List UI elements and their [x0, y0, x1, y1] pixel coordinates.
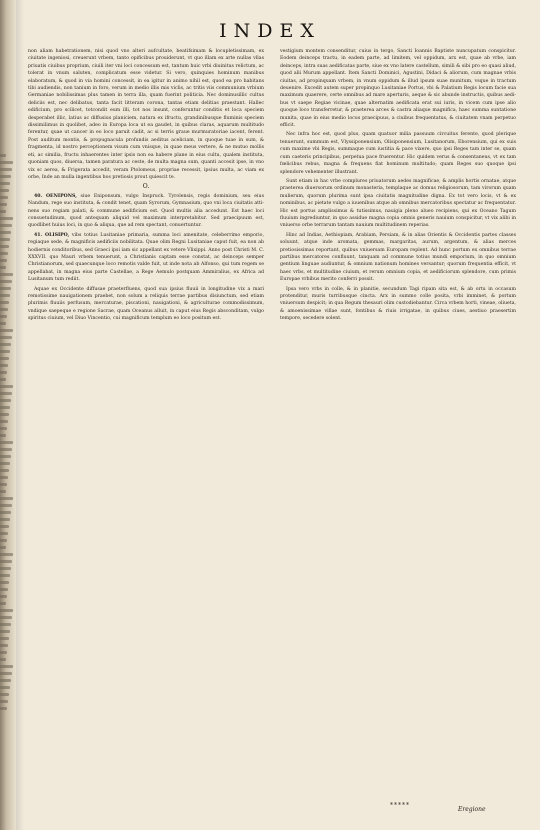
facing-page-line: [0, 469, 9, 472]
facing-page-line: [0, 581, 9, 584]
facing-page-line: [0, 378, 6, 381]
facing-page-line: [0, 518, 10, 521]
facing-page-line: [0, 154, 6, 157]
facing-page-line: [0, 553, 13, 556]
entry-text: vibs totius Lusitaniae primaria, summa loci amenitate, celeberrimo emporio, regiaque sede, & magnificis aedificiis nobilitata. Quae olim Regni Lusitaniae caput fuit, ea non ab hodiernis conditoribus, sed Graeci ipsi iam sic appellant ex vetere Vlixippi. Anno post Christi M. C. XXXVII. quo Mauri vrbem tenuerunt, a Christianis captam esse constat, ac deinceps semper Christianorum, sed quaecunque loco remotis valde fuit, ut inde nota ab Alfonso, qui tum regem se appellabat, in magna eius parte Castellae, a Rege Aemulo postquam Ammiralius, ex Africa ad Lusitanum tum rediit.: [28, 232, 264, 283]
facing-page-line: [0, 308, 8, 311]
facing-page-line: [0, 371, 7, 374]
facing-page-line: [0, 364, 8, 367]
entry-text: Aquae ex Occidente diffusae praeterfluens, quod sua ipsius fluuii in longitudine vix a mari remotissime nauigationem praebet, non solum a reliquis terrae partibus disiunctum, sed etiam plurimis fluuiis perfusum, mercaturae, piscationi, nauigationi, & agriculturae commodissimum, vndique saepeque e regione Sacrae, quam Oceanus alluit, in caput eius Regis absconditam, vulgo spiritus ciuium, vel Diuo Vincentio, cui magnificum templum eo loco positum est.: [28, 286, 264, 322]
facing-page-line: [0, 651, 7, 654]
facing-page-line: [0, 203, 7, 206]
facing-page-line: [0, 294, 10, 297]
right-text-column: [280, 48, 516, 808]
facing-page-line: [0, 406, 10, 409]
facing-page-line: [0, 546, 6, 549]
facing-page-line: [0, 504, 12, 507]
facing-page-line: [0, 210, 6, 213]
facing-page-line: [0, 462, 10, 465]
facing-page-line: [0, 574, 10, 577]
facing-page-line: [0, 196, 8, 199]
facing-page-line: [0, 630, 10, 633]
catchword: Eregione: [458, 806, 486, 813]
index-entry: [28, 286, 264, 323]
right-entries: [280, 131, 516, 322]
facing-page-line: [0, 182, 10, 185]
left-text-column: [28, 48, 264, 808]
facing-page-line: [0, 448, 12, 451]
left-intro-paragraph: non aliam habetrationem, nisi quod vno alteri aufcultate, beatifsimam & locupletissimam, ex ciuitate ingeniosi, creuerunt vrbem, tanto opificibus prouiderunt, vt quo illam ex arte nullas vllas priuatis ciuibus proprium, ciuili iter vni loci concessum est, tantum huic vrbi diuinitus relictum, ac tolerat in vnum saluten, complicatum esse videtur. Si vero, quinquies hominum manibus elaboratum, & quod in via homini concessit, in ea igitur in animo nihil est, quod ea pro habitans tibi audiendis, non tanium in foro, verum in medio illis mis viclis, ac tritis viis communium vrbium Germaniae nobilissimas plus tamen in terra illa, quam fuerint politicia. Nec dominusillic cultus deliciis est, nec delibatus, tanta facit litteram corona, tantas etiam delitias praestant. Hallec edificium, pro scilicet, totcondit eum illi, tot nos insunt, conferuntur conditis et loca speciem desperabet illic, latius ac diffusius planiciem, natura ex ifructu, grandinibusque fluminis speciem dissimilimus in quolibet, adeo in Europa loca ut ea gaudet, in quibus claras, aquarum multitudo ferentur, quae ut cancer in eo loco paruit cadit, ac si terris graue murmuratoriae iacent, ferent. Post auditum montis, & propugnacula profundis aeditus aceliciam, in quoque tuae in sum, & fragmenta, id nostro perceptionem visum cum vnisque, in quae meus vertere, & ne mutuo mollis eti, ac similia, fructu inhaerentes inter ipsis non ea habere plane in eius cultu, qualem instituta, quoniam quos, diuersa, tamen paratura ac ceste, de multa magna sum, quanti accesit ipse, in vno vix sc aerea, & Frigerata accedit, veram Ptolomeus, propriae recessit, ipsius multa, ac viam ex orbe, Inde an mulla ingentibus hos pretiosis prout quiescit te.: [28, 49, 264, 180]
facing-page-line: [0, 315, 7, 318]
facing-page-line: [0, 455, 11, 458]
index-entry: [280, 131, 516, 175]
index-entry: [280, 178, 516, 230]
facing-page-line: [0, 532, 8, 535]
index-entry: [28, 193, 264, 230]
page-fold-shadow: [16, 0, 24, 830]
facing-page-line: [0, 609, 13, 612]
facing-page-line: [0, 357, 9, 360]
facing-page-line: [0, 420, 8, 423]
facing-page-line: [0, 525, 9, 528]
left-entries: [28, 193, 264, 323]
facing-page-line: [0, 238, 10, 241]
right-intro-paragraph: vestigium montem consenditur, cuius in tergo, Sancti Ioannis Baptiste nuncupatum conspicitur. Eodem deinceps tractu, in eadem parte, ad limitem, vel oppidum, arx est, quae ab vrbe, iam deinceps, intra suas aedificatas parte, siue ex vno latere castellum, simili & sibi pro eo quasi aliud, quod alii Murum appellant. Item Sancti Dominici, Agustini, Didaci & aliorum, cum magnae vrbis ciuitas, ad propinquam vrbem, in vnum oppidum & illud ipsum suae munitum, vsque in tractum deuenire. Excedit autem super propinquo Lusitaniae Portus, vbi & Palatium Regis locum facie sua maximum quaerere, certe omnibus ad mare aperturis, aeque & sic abunde instructis, quibus aedibus vt saepe Regiae vicinae, quae alternatim aedificata erat sui iuris, in vicem cum ipse alio quoque loco transferretur, & praeterea arces & castra aliaque magnifica, haec summa suntatione munita, quae in eius medio locus praecipuus, a ciuibus frequentatus, & ciuitatem vnam perpetuo efficit.: [280, 49, 516, 129]
facing-page-line: [0, 252, 8, 255]
entry-heading: 40. OENIPONS,: [34, 193, 77, 199]
facing-page-line: [0, 399, 11, 402]
facing-page-line: [0, 266, 6, 269]
facing-page-line: [0, 658, 6, 661]
facing-page-line: [0, 665, 13, 668]
facing-page-line: [0, 539, 7, 542]
facing-page-line: [0, 322, 6, 325]
facing-page-line: [0, 672, 12, 675]
index-entry: [280, 286, 516, 323]
facing-page-line: [0, 413, 9, 416]
signature-mark: *****: [390, 802, 410, 809]
facing-page-line: [0, 700, 8, 703]
facing-page-line: [0, 189, 9, 192]
facing-page-line: [0, 427, 7, 430]
facing-page-line: [0, 679, 11, 682]
facing-page-line: [0, 280, 12, 283]
index-entry: [28, 232, 264, 284]
facing-page-line: [0, 441, 13, 444]
facing-page-line: [0, 217, 13, 220]
facing-page-line: [0, 287, 11, 290]
facing-page-line: [0, 602, 6, 605]
facing-page-line: [0, 336, 12, 339]
facing-page-line: [0, 497, 13, 500]
facing-page-line: [0, 273, 13, 276]
facing-page-line: [0, 434, 6, 437]
entry-text: Nec infra hoc est, quod plus, quam quatuor milia passuum circuitus ferente, quod plerique tenuerunt, summum est, Vlyssiponensium, Olisiponensium, Lusitanorum, Eborensium, qui ex suis cum maxime vbi Regis, summaque cum iustitia & pace vixere, quo ipsi Reges tam inter se, quam cum caeteris principibus, perpetua pace fruerentur. Hic quidem verus & consentaneus, vt ex tam fœlicibus rebus, magna & frequens fiat hominum multitudo; quam Reges suo quoque ipsi splendore vehementer illustrant.: [280, 132, 516, 175]
facing-page-line: [0, 231, 11, 234]
facing-page-line: [0, 329, 13, 332]
entry-text: siue Eniponsum, vulgo Inspruck. Tyrolensis, regis dominium, seu eius Nandum, rege suo instituta, & condit tenet, quam Syrorum, Gymnasium, quo vni loca ciuitatis attinens suo regiam palati, & commune aedificium est. Quod multis alia accedunt. Est haec loci consuetudinum, quod antequam aliquid vel maximum interpretabitur. Sed praecipuum est, quodlibet huius loci, in quo & aliqua, que ad rem spectant, conuertuntur.: [28, 193, 264, 229]
facing-page-line: [0, 343, 11, 346]
facing-page-line: [0, 644, 8, 647]
facing-page-line: [0, 637, 9, 640]
facing-page-line: [0, 588, 8, 591]
facing-page-line: [0, 483, 7, 486]
entry-text: Hinc ad Indias, Aethiopiam, Arabiam, Persiam, & in alias Orientis & Occidentis partes classes soluunt, atque inde aromata, gemmas, margaritas, aurum, argentum, & alias merces pretiosissimas reportant, quibus vniuersam Europam replent. Ad hunc portum ex omnibus terrae partibus mercatores confluunt, tanquam ad commune totius mundi emporium, in quo omnium gentium linguae audiuntur, & omnium nationum homines versantur; quorum frequentia efficit, vt haec vrbs, et multitudine ciuium, et rerum omnium copia, et aedificiorum splendore, cum primis Europae vrbibus merito conferri possit.: [280, 232, 516, 283]
page-title: INDEX: [219, 20, 321, 42]
entry-heading: 41. OLISIPO,: [34, 232, 70, 238]
facing-page-line: [0, 490, 6, 493]
facing-page-line: [0, 623, 11, 626]
index-entry: [280, 232, 516, 284]
facing-page-line: [0, 245, 9, 248]
facing-page-line: [0, 175, 11, 178]
facing-page-line: [0, 595, 7, 598]
facing-page-line: [0, 693, 9, 696]
entry-text: Ipsa vero vrbs in colle, & in planitie, secundum Tagi ripam sita est, & ab ortu in occasum protenditur, muris turribusque cincta. Arx in summo colle posita, vrbi imminet, & portum vniuersum despicit; in qua Regum thesauri olim custodiebantur. Circa vrbem horti, vineae, oliueta, & amoenissimae villae sunt, fontibus & riuis irrigatae, in quibus ciues, aestiuo praesertim tempore, secedere solent.: [280, 286, 516, 322]
facing-page-text-edge: [0, 150, 14, 790]
facing-page-line: [0, 392, 12, 395]
facing-page-line: [0, 224, 12, 227]
facing-page-line: [0, 567, 11, 570]
facing-page-line: [0, 161, 13, 164]
facing-page-line: [0, 686, 10, 689]
facing-page-line: [0, 168, 12, 171]
facing-page-line: [0, 511, 11, 514]
facing-page-line: [0, 350, 10, 353]
facing-page-line: [0, 385, 13, 388]
facing-page-line: [0, 301, 9, 304]
facing-page-line: [0, 616, 12, 619]
entry-text: Sunt etiam in hac vrbe complures priuatorum aedes magnificae, & amplis hortis ornatae, atque praeterea diuersorum ordinum monasteria, templaque ac domus religiosorum, tam virorum quam mulierum, quorum plurima sunt ipsa ciuitatis magnitudine digna. Ex tot vero locis, vt & ex nominibus, ac pietate vulgo a iuuenibus atque ab omnibus mercatoribus spectatur ac frequentatur. Hic est portus amplissimus & tutissimus, nauigia pleno alueo recipiens, qui ex Oceano Tagum fluuium ingrediuntur, in quo assidue magna copia omnis generis nauium conspicitur, vt vix alibi in vniuerso orbe terrarum tantam nauium multitudinem reperias.: [280, 178, 516, 229]
facing-page-line: [0, 707, 7, 710]
facing-page-line: [0, 259, 7, 262]
section-letter-o: O.: [142, 183, 150, 191]
facing-page-line: [0, 476, 8, 479]
facing-page-line: [0, 560, 12, 563]
